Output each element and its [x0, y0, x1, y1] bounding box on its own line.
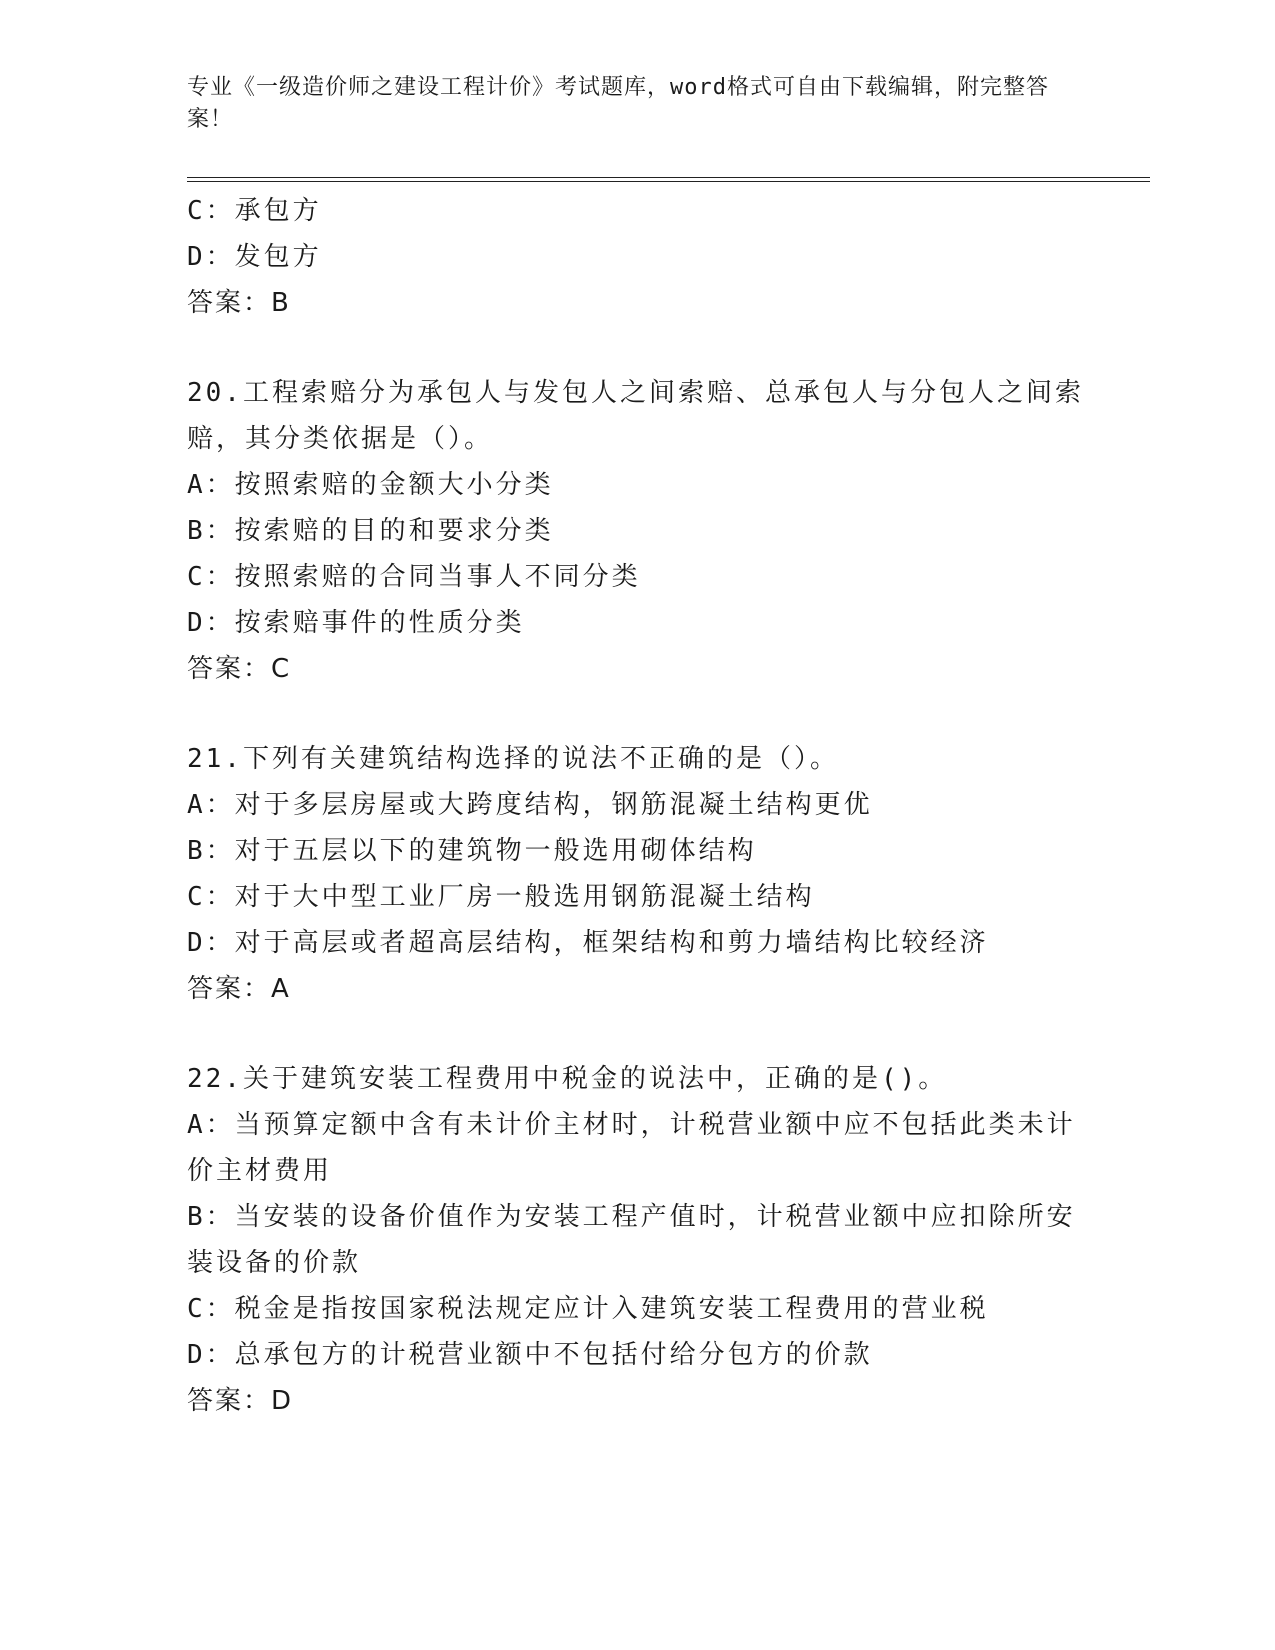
- option-a: A：对于多层房屋或大跨度结构，钢筋混凝土结构更优: [187, 790, 873, 820]
- question-22: [187, 1056, 1087, 1424]
- question-20: [187, 370, 1087, 692]
- option-b: B：按索赔的目的和要求分类: [187, 516, 554, 546]
- spacer: [187, 326, 1087, 370]
- spacer: [187, 1012, 1087, 1056]
- question-stem: 22.关于建筑安装工程费用中税金的说法中，正确的是()。: [187, 1064, 948, 1094]
- answer-line: 答案：D: [187, 1386, 294, 1416]
- option-c: C：按照索赔的合同当事人不同分类: [187, 562, 641, 592]
- question-21: [187, 736, 1087, 1012]
- option-d: D：按索赔事件的性质分类: [187, 608, 525, 638]
- option-b: B：当安装的设备价值作为安装工程产值时，计税营业额中应扣除所安装设备的价款: [187, 1202, 1076, 1278]
- document-header: 专业《一级造价师之建设工程计价》考试题库，word格式可自由下载编辑，附完整答案！: [187, 75, 1049, 132]
- answer-line: 答案：C: [187, 654, 292, 684]
- header-divider-top: [187, 177, 1150, 178]
- header-divider-bottom: [187, 181, 1150, 182]
- option-c: C：对于大中型工业厂房一般选用钢筋混凝土结构: [187, 882, 815, 912]
- option-a: A：当预算定额中含有未计价主材时，计税营业额中应不包括此类未计价主材费用: [187, 1110, 1076, 1186]
- answer-line: 答案：B: [187, 288, 291, 318]
- question-content: [187, 188, 1087, 1424]
- option-c: C：承包方: [187, 196, 322, 226]
- option-a: A：按照索赔的金额大小分类: [187, 470, 554, 500]
- prev-question-block: [187, 188, 1087, 326]
- question-stem: 20.工程索赔分为承包人与发包人之间索赔、总承包人与分包人之间索赔，其分类依据是（）。: [187, 378, 1084, 454]
- answer-line: 答案：A: [187, 974, 291, 1004]
- option-c: C：税金是指按国家税法规定应计入建筑安装工程费用的营业税: [187, 1294, 989, 1324]
- option-b: B：对于五层以下的建筑物一般选用砌体结构: [187, 836, 757, 866]
- option-d: D：总承包方的计税营业额中不包括付给分包方的价款: [187, 1340, 873, 1370]
- spacer: [187, 692, 1087, 736]
- option-d: D：对于高层或者超高层结构，框架结构和剪力墙结构比较经济: [187, 928, 989, 958]
- question-stem: 21.下列有关建筑结构选择的说法不正确的是（）。: [187, 744, 839, 774]
- option-d: D：发包方: [187, 242, 322, 272]
